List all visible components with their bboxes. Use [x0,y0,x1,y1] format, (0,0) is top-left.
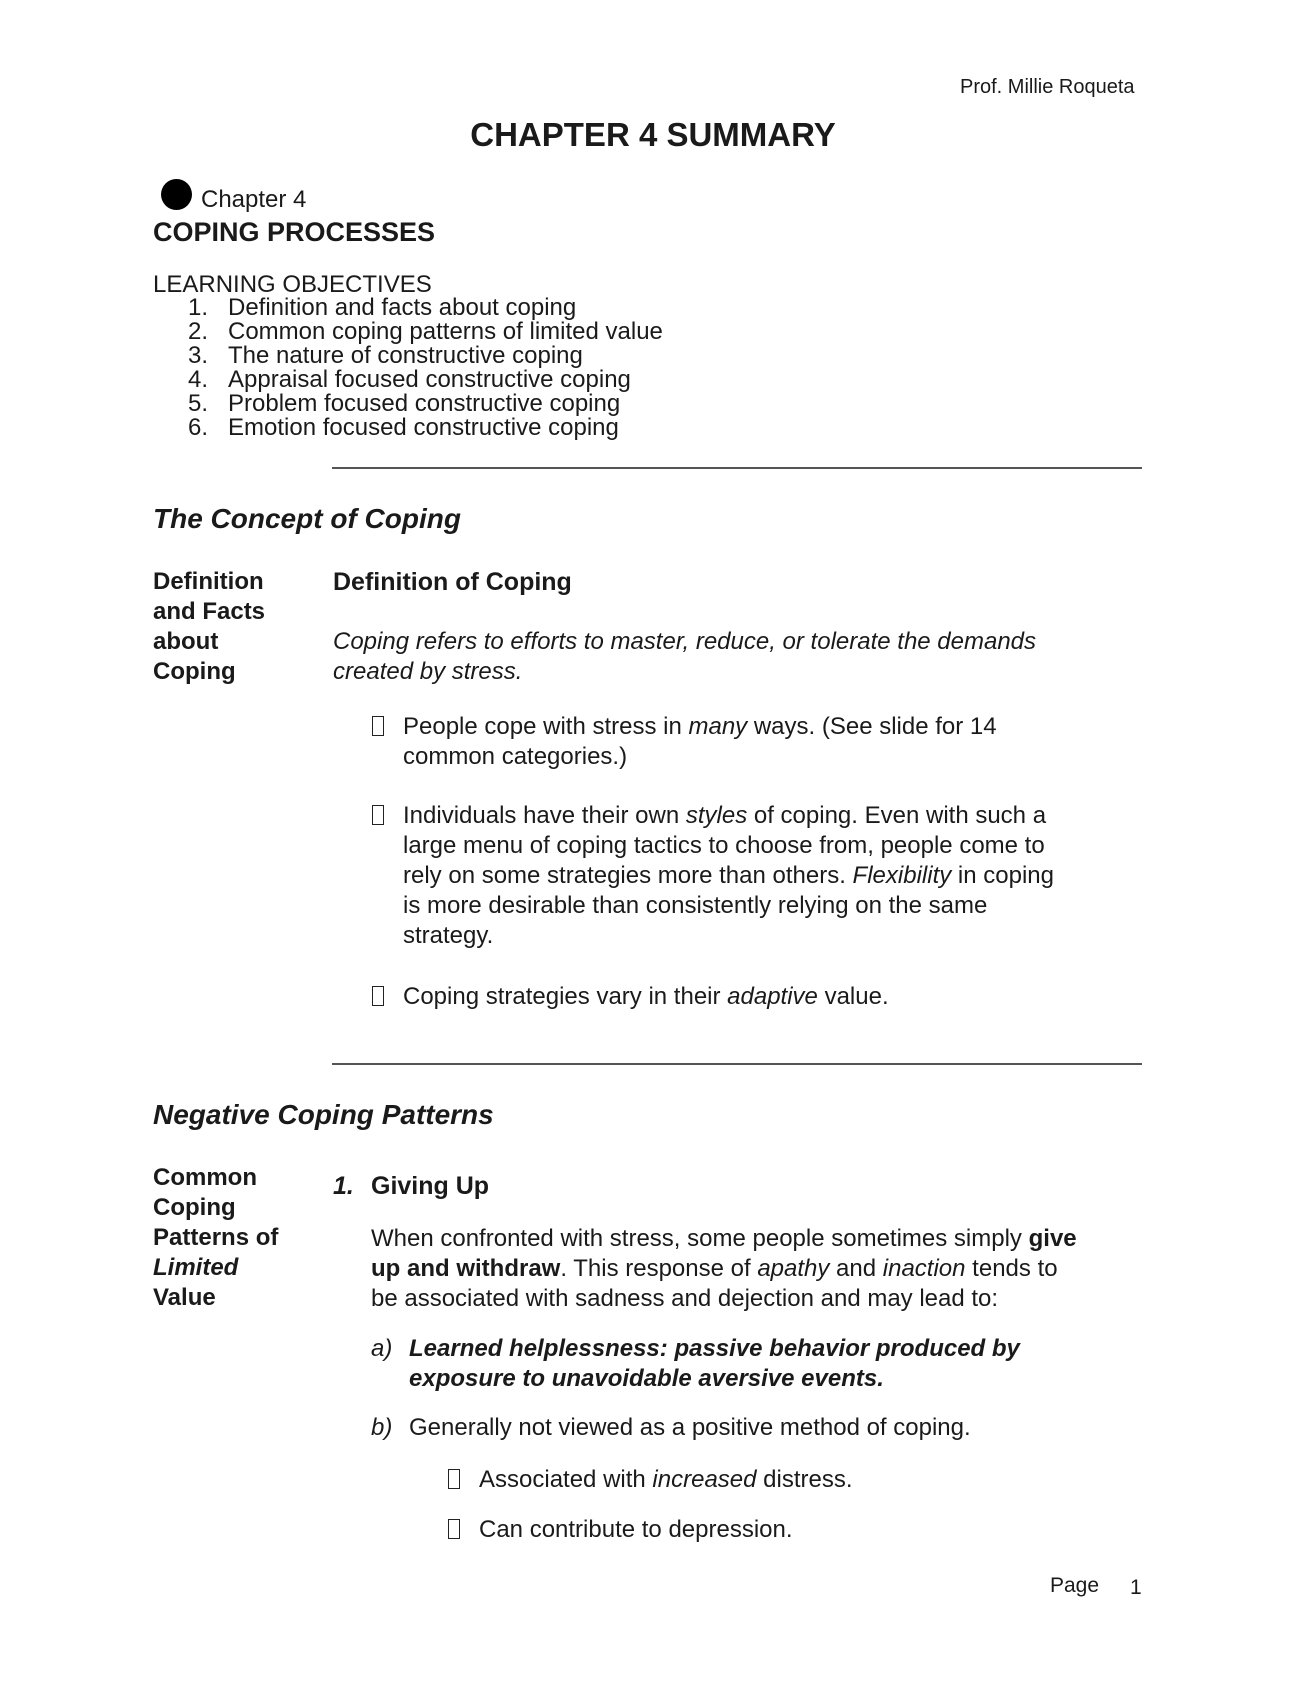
bullet-text-emphasis: adaptive [727,983,818,1010]
giving-up-paragraph [371,1224,1131,1314]
author-name: Prof. Millie Roqueta [960,76,1135,98]
subheading-definition: Definition of Coping [333,568,572,596]
nested-bullet-item [445,1465,1145,1495]
sidebar-line: Patterns of [153,1224,279,1251]
item-number [333,1172,354,1201]
bullet-text: strategy. [403,922,494,949]
list-item-number: 1. [188,294,209,321]
sidebar-line: Value [153,1284,216,1311]
bullet-text-emphasis: Flexibility [852,862,952,889]
paragraph-text-emphasis: apathy [757,1255,830,1282]
paragraph-text: When confronted with stress, some people sometimes simply [371,1225,1029,1252]
sub-item-a [371,1334,1131,1394]
list-item [188,296,663,320]
bullet-text-emphasis: styles [685,802,748,829]
list-item [188,392,663,416]
paragraph-text: tends to [965,1255,1058,1282]
bullet-text: is more desirable than consistently relying on the same [403,892,988,919]
checkbox-bullet-icon [372,716,384,736]
sub-item-text: Learned helplessness: passive behavior produced by [409,1335,1020,1362]
list-item-number: 4. [188,366,209,393]
sidebar-line: and Facts [153,598,266,625]
list-item-number: 2. [188,318,209,345]
sidebar-line: Limited [153,1254,239,1281]
list-item-text: Definition and facts about coping [228,294,577,321]
definition-text [333,627,1036,687]
bullet-text: Can contribute to depression. [479,1516,793,1543]
bullet-text: of coping. Even with such a [747,802,1047,829]
section-title-negative-coping: Negative Coping Patterns [153,1099,494,1130]
bullet-text: Coping strategies vary in their [403,983,728,1010]
sidebar-line: about [153,628,219,655]
checkbox-bullet-icon [448,1519,460,1539]
sub-item-text: exposure to unavoidable aversive events. [409,1365,884,1392]
list-item-text: Common coping patterns of limited value [228,318,663,345]
section-divider [332,467,1142,469]
page-title: CHAPTER 4 SUMMARY [470,116,836,153]
bullet-text: ways. (See slide for 14 [747,713,997,740]
paragraph-text-emphasis: inaction [882,1255,966,1282]
learning-objectives-list [188,296,663,440]
paragraph-text: be associated with sadness and dejection and may lead to: [371,1285,999,1312]
checkbox-bullet-icon [448,1469,460,1489]
chapter-heading: COPING PROCESSES [153,217,436,247]
paragraph-text: and [829,1255,883,1282]
paragraph-text: . This response of [560,1255,758,1282]
list-item-text: The nature of constructive coping [228,342,583,369]
definition-line: Coping refers to efforts to master, reduce, or tolerate the demands [333,628,1037,655]
section-sidebar-label [153,1163,278,1313]
section-sidebar-label [153,567,265,687]
bullet-text-emphasis: increased [652,1466,757,1493]
item-title: Giving Up [371,1172,490,1200]
bullet-text-emphasis: many [688,713,748,740]
nested-bullet-item [445,1515,1145,1545]
bullet-text: common categories.) [403,743,628,770]
list-item-number: 5. [188,390,209,417]
bullet-text: value. [817,983,889,1010]
item-number-text: 1. [333,1172,354,1200]
definition-line: created by stress. [333,658,523,685]
bullet-text: Associated with [479,1466,653,1493]
list-item [188,416,663,440]
sidebar-line: Definition [153,568,264,595]
bullet-item [369,712,1129,772]
page-number: 1 [1130,1576,1142,1599]
bullet-item [369,801,1129,951]
sub-item-label: a) [371,1335,393,1362]
list-item-text: Emotion focused constructive coping [228,414,619,441]
sub-item-text: Generally not viewed as a positive method of coping. [409,1414,971,1441]
list-item-text: Problem focused constructive coping [228,390,621,417]
chapter-label: Chapter 4 [201,186,307,213]
section-title-concept-of-coping: The Concept of Coping [153,503,461,534]
paragraph-text-bold: up and withdraw [371,1255,561,1282]
sidebar-line: Common [153,1164,257,1191]
list-item-number: 3. [188,342,209,369]
paragraph-text-bold: give [1028,1225,1077,1252]
list-item [188,344,663,368]
list-item-text: Appraisal focused constructive coping [228,366,631,393]
sub-item-b [371,1413,1131,1443]
bullet-text: People cope with stress in [403,713,689,740]
bullet-text: in coping [951,862,1054,889]
sidebar-line: Coping [153,1194,236,1221]
list-item [188,368,663,392]
section-divider [332,1063,1142,1065]
learning-objectives-heading: LEARNING OBJECTIVES [153,271,432,298]
sidebar-line: Coping [153,658,236,685]
list-item-number: 6. [188,414,209,441]
sub-item-label: b) [371,1414,393,1441]
bullet-text: large menu of coping tactics to choose from, people come to [403,832,1045,859]
checkbox-bullet-icon [372,805,384,825]
bullet-dot-icon [161,179,192,210]
bullet-item [369,982,1129,1012]
bullet-text: Individuals have their own [403,802,686,829]
checkbox-bullet-icon [372,986,384,1006]
page-label: Page [1050,1574,1100,1597]
bullet-text: rely on some strategies more than others. [403,862,853,889]
bullet-text: distress. [756,1466,853,1493]
list-item [188,320,663,344]
